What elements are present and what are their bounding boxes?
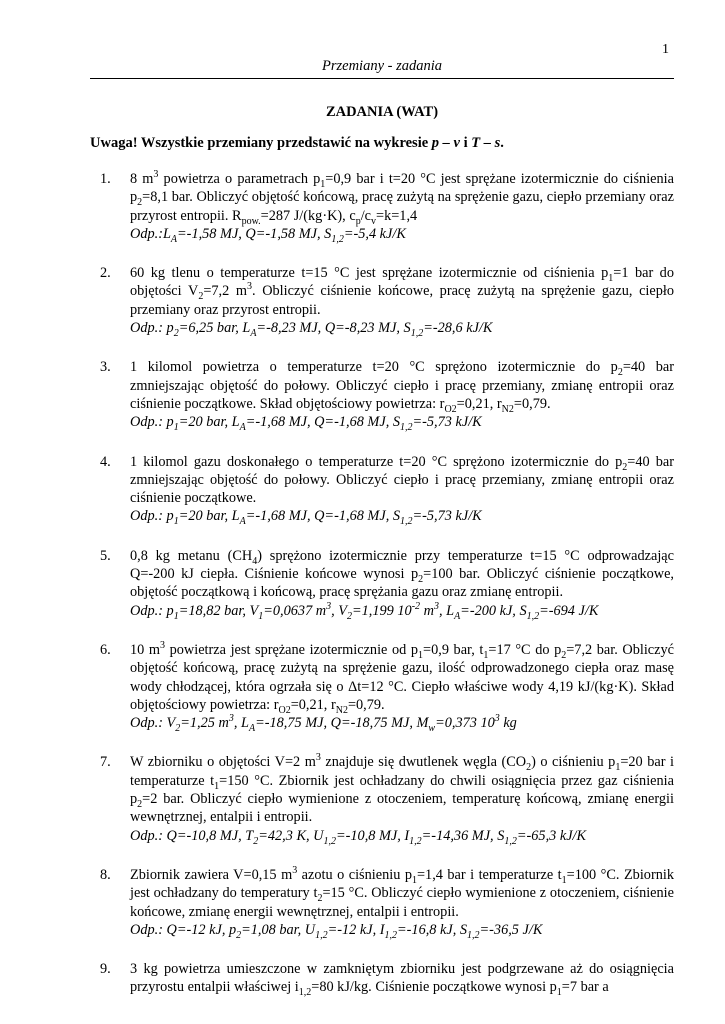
task-text: 8 $m^3$ powietrza o parametrach $p_1=0,9$ bar i t=20 °C jest sprężane izotermicznie do ciśnienia $p_2=8,1$ bar. Obliczyć objętość końcową, pracę zużytą na sprężenie gazu, ciepło przemiany oraz przyrost entropii. $R_{pow.}=287$ J/(kg·K), $c_p/c_v=k=1,4$ (130, 169, 674, 227)
task-item (100, 358, 674, 434)
task-answer: Odp.: $p_2=6,25$ bar, $L_A=-8,23$ MJ, Q=-8,23 MJ, $S_{1,2}=-28,6$ kJ/K (130, 320, 493, 339)
task-answer: Odp.: Q=-10,8 MJ, $T_2=42,3$ K, $U_{1,2}=-10,8$ MJ, $I_{1,2}=-14,36$ MJ, $S_{1,2}=-65,3$ kJ/K (130, 827, 587, 847)
task-text: 1 kilomol powietrza o temperaturze t=20 °C sprężono izotermicznie do $p_2=40$ bar zmniejszając objętość do połowy. Obliczyć ciepło i pracę przemiany, zmianę entropii oraz ciśnienie początkowe. Skład objętościowy powietrza: $r_{O2}=0,21$, $r_{N2}=0,79$. (130, 359, 674, 415)
task-item (100, 547, 674, 620)
page-number: 1 (662, 42, 669, 57)
task-number: 8. (100, 866, 111, 883)
task-answer: Odp.: $p_1=18,82$ bar, $V_1=0,0637$ $m^3$, $V_2=1,199$ $10^{-2}$ $m^3$, $L_A=-200$ kJ, $S_{1,2}=-694$ J/K (130, 600, 599, 622)
task-item (100, 641, 674, 732)
note-diagram-ts: T – s (471, 135, 501, 151)
task-item (100, 752, 674, 847)
task-answer: $Odp.:L_A=-1,58$ MJ, Q=-1,58 MJ, $S_{1,2}=-5,4$ kJ/K (130, 225, 406, 245)
task-text: Zbiornik zawiera V=0,15 $m^3$ azotu o ciśnieniu $p_1=1,4$ bar i temperaturze $t_1=100$ °C. Zbiornik jest ochładzany do temperatury $t_2=15$ °C. Obliczyć ciepło wymienione z otoczeniem, ciśnienie końcowe, zmianę energii wewnętrznej, entalpii i entropii. (130, 865, 674, 920)
task-answer: Odp.: $V_2=1,25$ $m^3$, $L_A=-18,75$ MJ, Q=-18,75 MJ, $M_w=0,373$ $10^3$ kg (130, 713, 517, 734)
task-number: 2. (100, 265, 111, 282)
note-prefix: Uwaga! Wszystkie przemiany przedstawić na wykresie (90, 135, 432, 151)
note-suffix: . (500, 135, 504, 151)
task-number: 7. (100, 754, 111, 771)
task-answer: Odp.: $p_1=20$ bar, $L_A=-1,68$ MJ, Q=-1,68 MJ, $S_{1,2}=-5,73$ kJ/K (130, 414, 482, 434)
task-item (100, 264, 674, 337)
task-number: 3. (100, 359, 111, 376)
task-text: W zbiorniku o objętości V=2 $m^3$ znajduje się dwutlenek węgla $(CO_2)$ o ciśnieniu $p_1=20$ bar i temperaturze $t_1=150$ °C. Zbiornik jest ochładzany do chwili osiągnięcia przez gaz ciśnienia $p_2=2$ bar. Obliczyć ciepło wymienione z otoczeniem, temperaturę końcową, zmianę energii wewnętrznej, entalpii i entropii. (130, 752, 674, 826)
instruction-note (90, 135, 504, 152)
running-header: Przemiany - zadania (321, 58, 442, 74)
task-item (100, 960, 674, 997)
task-text: 3 kg powietrza umieszczone w zamkniętym zbiorniku jest podgrzewane aż do osiągnięcia przyrostu entalpii właściwej $i_{1,2}=80$ kJ/kg. Ciśnienie początkowe wynosi $p_1=7$ bar a (130, 961, 674, 999)
task-item (100, 170, 674, 243)
task-answer: Odp.: Q=-12 kJ, $p_2=1,08$ bar, $U_{1,2}=-12$ kJ, $I_{1,2}=-16,8$ kJ, $S_{1,2}=-36,5$ J/K (130, 921, 543, 941)
task-number: 1. (100, 171, 111, 187)
task-number: 6. (100, 641, 111, 658)
task-number: 9. (100, 961, 111, 978)
task-item (100, 453, 674, 526)
task-text: 10 $m^3$ powietrza jest sprężane izotermicznie od $p_1=0,9$ bar, $t_1=17$ °C do $p_2=7,2$ bar. Obliczyć objętość końcową, pracę zużytą na sprężenie gazu, ilość odprowadzonego ciepła oraz masę wody chłodzącej, która ogrzała się o Δt=12 °C. Ciepło właściwe wody 4,19 kJ/(kg·K). Skład objętościowy powietrza: $r_{O2}=0,21$, $r_{N2}=0,79$. (130, 640, 674, 716)
note-conj: i (459, 135, 472, 151)
document-title: ZADANIA (WAT) (325, 104, 439, 120)
task-item (100, 866, 674, 939)
task-number: 5. (100, 547, 111, 564)
task-text: 60 kg tlenu o temperaturze t=15 °C jest sprężane izotermicznie od ciśnienia $p_1=1$ bar do objętości $V_2=7,2$ $m^3$. Obliczyć ciśnienie końcowe, pracę zużytą na sprężenie gazu, ciepło przemiany oraz przyrost entropii. (130, 265, 674, 318)
task-text: 0,8 kg metanu $(CH_4)$ sprężono izotermicznie przy temperaturze t=15 °C odprowadzając Q=-200 kJ ciepła. Ciśnienie końcowe wynosi $p_2=100$ bar. Obliczyć ciśnienie początkowe, objętość początkową i końcową, pracę sprężania gazu oraz zmianę entropii. (130, 547, 674, 601)
header-rule (90, 78, 674, 79)
task-number: 4. (100, 453, 111, 470)
task-answer: Odp.: $p_1=20$ bar, $L_A=-1,68$ MJ, Q=-1,68 MJ, $S_{1,2}=-5,73$ kJ/K (130, 508, 482, 528)
task-text: 1 kilomol gazu doskonałego o temperaturze t=20 °C sprężono izotermicznie do $p_2=40$ bar zmniejszając objętość do połowy. Obliczyć ciepło i pracę przemiany, zmianę entropii oraz ciśnienie początkowe. (130, 453, 674, 507)
note-diagram-pv: p – v (431, 135, 460, 151)
task-list (100, 170, 674, 1018)
